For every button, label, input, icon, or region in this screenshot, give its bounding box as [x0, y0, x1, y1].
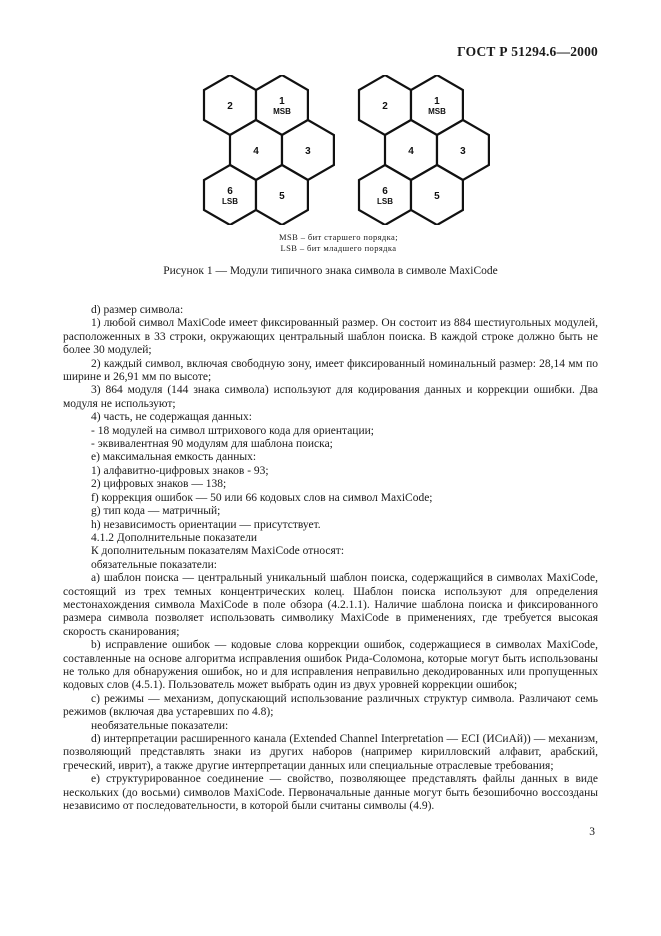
- hexagon-diagram: [0, 75, 661, 225]
- right-hex-sublabel-lsb: LSB: [377, 197, 393, 206]
- left-hex-label-5: 5: [279, 191, 285, 202]
- paragraph: h) независимость ориентации — присутствует.: [91, 518, 321, 531]
- section-heading: 4.1.2 Дополнительные показатели: [91, 531, 258, 544]
- paragraph: f) коррекция ошибок — 50 или 66 кодовых слов на символ MaxiCode;: [91, 491, 433, 504]
- body-text: [63, 304, 598, 813]
- right-hex-label-3: 3: [460, 146, 466, 157]
- paragraph: d) интерпретации расширенного канала (Extended Channel Interpretation — ECI (ИСиАй)) — механизм, позволяющий представлять знаки из других наборов (например кирилловский алфавит, арабский, греческий, иврит), а также другие интерпретации данных или специальные отраслевые требования;: [63, 733, 598, 772]
- paragraph: 4) часть, не содержащая данных:: [91, 411, 252, 424]
- paragraph: 2) каждый символ, включая свободную зону, имеет фиксированный номинальный размер: 28,14 мм по ширине и 26,91 мм по высоте;: [63, 357, 598, 384]
- legend-msb: MSB – бит старшего порядка;: [279, 232, 398, 242]
- paragraph: 1) любой символ MaxiCode имеет фиксированный размер. Он состоит из 884 шестиугольных модулей, расположенных в 33 строки, окружающих центральный шаблон поиска. В каждой строке должно быть не более 30 модулей;: [63, 317, 598, 357]
- paragraph: g) тип кода — матричный;: [91, 505, 221, 518]
- paragraph: b) исправление ошибок — кодовые слова коррекции ошибок, содержащиеся в символах MaxiCode, составленные на основе алгоритма исправления ошибок Рида-Соломона, которые могут быть использованы не только для обнаружения ошибок, но и для исправления неправильно декодированных или пропущенных кодовых слов (4.5.1). Пользователь может выбрать один из двух уровней коррекции ошибок;: [63, 639, 598, 692]
- page-number: 3: [589, 826, 595, 838]
- paragraph: 1) алфавитно-цифровых знаков - 93;: [91, 464, 269, 477]
- right-hex-sublabel-msb: MSB: [428, 107, 446, 116]
- document-code-header: ГОСТ Р 51294.6—2000: [457, 44, 598, 59]
- paragraph: необязательные показатели:: [91, 719, 229, 732]
- right-hex-label-6: 6: [382, 186, 388, 197]
- right-hex-label-4: 4: [408, 146, 414, 157]
- paragraph: - эквивалентная 90 модулям для шаблона поиска;: [91, 438, 333, 451]
- paragraph: e) максимальная емкость данных:: [91, 451, 257, 464]
- paragraph: - 18 модулей на символ штрихового кода для ориентации;: [91, 424, 374, 437]
- paragraph: 3) 864 модуля (144 знака символа) используют для кодирования данных и коррекции ошибки. Два модуля не используют;: [63, 384, 598, 410]
- left-hex-label-3: 3: [305, 146, 311, 157]
- paragraph: a) шаблон поиска — центральный уникальный шаблон поиска, содержащийся в символах MaxiCode, состоящий из трех темных концентрических колец. Шаблон поиска используют для определения местонахождения символа MaxiCode в поле обзора (4.2.1.1). Наличие шаблона поиска и фиксированного размера символа позволяет использовать символику MaxiCode в применениях, где требуется высокая скорость сканирования;: [63, 572, 598, 638]
- right-hex-label-2: 2: [382, 101, 388, 112]
- paragraph: c) режимы — механизм, допускающий использование различных структур символа. Различают семь режимов (включая два устаревших по 4.8);: [63, 692, 598, 719]
- left-hex-label-6: 6: [227, 186, 233, 197]
- left-hex-sublabel-msb: MSB: [273, 107, 291, 116]
- figure-caption: Рисунок 1 — Модули типичного знака символа в символе MaxiCode: [163, 265, 498, 277]
- legend-lsb: LSB – бит младшего порядка: [280, 243, 397, 253]
- paragraph: обязательные показатели:: [91, 558, 217, 571]
- paragraph: d) размер символа:: [91, 304, 184, 316]
- figure-legend: [0, 232, 661, 254]
- paragraph: К дополнительным показателям MaxiCode относят:: [91, 545, 345, 558]
- paragraph: 2) цифровых знаков — 138;: [91, 478, 227, 491]
- right-hex-label-1: 1: [434, 96, 440, 107]
- left-hex-label-2: 2: [227, 101, 233, 112]
- left-hex-sublabel-lsb: LSB: [222, 197, 238, 206]
- right-hex-label-5: 5: [434, 191, 440, 202]
- left-hex-label-4: 4: [253, 146, 259, 157]
- maxicode-module-figure: [0, 75, 661, 290]
- left-hex-label-1: 1: [279, 96, 285, 107]
- paragraph: e) структурированное соединение — свойство, позволяющее представлять файлы данных в виде нескольких (до восьми) символов MaxiCode. Первоначальные данные могут быть безошибочно воссозданы независимо от последовательности, в которой были считаны символы (4.9).: [63, 773, 598, 813]
